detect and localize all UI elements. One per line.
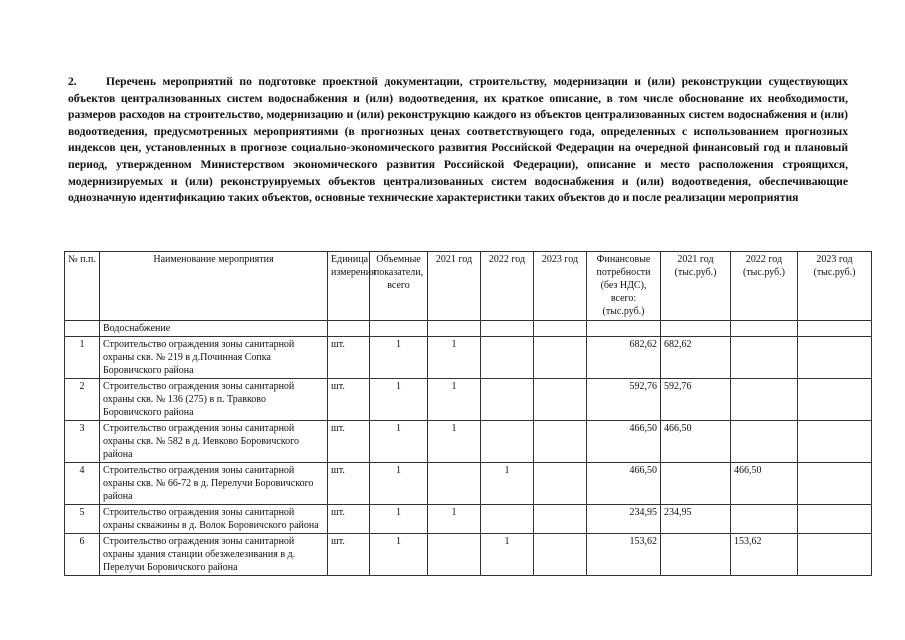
row-finance-total: 592,76 bbox=[587, 379, 661, 421]
section-cell-empty bbox=[370, 321, 428, 337]
section-heading bbox=[68, 74, 848, 207]
row-finance-2023 bbox=[798, 463, 872, 505]
section-cell-empty bbox=[798, 321, 872, 337]
row-number: 4 bbox=[65, 463, 100, 505]
row-finance-2023 bbox=[798, 337, 872, 379]
row-finance-2023 bbox=[798, 421, 872, 463]
row-volume: 1 bbox=[370, 337, 428, 379]
row-2022 bbox=[481, 337, 534, 379]
header-unit: Единица измерения bbox=[328, 252, 370, 321]
row-finance-2021: 466,50 bbox=[661, 421, 731, 463]
row-2021: 1 bbox=[428, 505, 481, 534]
row-name: Строительство ограждения зоны санитарной охраны здания станции обезжелезивания в д. Перелучи Боровичского района bbox=[100, 534, 328, 576]
section-heading-text: Перечень мероприятий по подготовке проектной документации, строительству, модернизации и (или) реконструкции существующих объектов централизованных систем водоснабжения и (или) водоотведения, их краткое описание, в том числе обоснование их необходимости, размеров расходов на строительство, модернизацию и (или) реконструкцию каждого из объектов централизованных систем водоснабжения и (или) водоотведения, предусмотренных мероприятиями (в прогнозных ценах соответствующего года, определенных с использованием прогнозных индексов цен, установленных в прогнозе социально-экономического развития Российской Федерации на очередной финансовый год и плановый период, утвержденном Министерством экономического развития Российской Федерации), описание и место расположения строящихся, модернизируемых и (или) реконструируемых объектов централизованных систем водоснабжения и (или) водоотведения, обеспечивающие однозначную идентификацию таких объектов, основные технические характеристики таких объектов до и после реализации мероприятия bbox=[68, 75, 848, 205]
row-volume: 1 bbox=[370, 463, 428, 505]
row-number: 6 bbox=[65, 534, 100, 576]
row-number: 1 bbox=[65, 337, 100, 379]
row-2022 bbox=[481, 379, 534, 421]
row-unit: шт. bbox=[328, 421, 370, 463]
row-finance-total: 682,62 bbox=[587, 337, 661, 379]
row-finance-2022 bbox=[731, 421, 798, 463]
header-finance-2022: 2022 год (тыс.руб.) bbox=[731, 252, 798, 321]
row-finance-2021 bbox=[661, 463, 731, 505]
row-finance-2021 bbox=[661, 534, 731, 576]
section-cell-empty bbox=[428, 321, 481, 337]
row-finance-total: 466,50 bbox=[587, 421, 661, 463]
row-2021: 1 bbox=[428, 379, 481, 421]
row-volume: 1 bbox=[370, 505, 428, 534]
row-2021: 1 bbox=[428, 337, 481, 379]
section-title: Водоснабжение bbox=[100, 321, 328, 337]
header-volume: Объемные показатели, всего bbox=[370, 252, 428, 321]
row-2023 bbox=[534, 379, 587, 421]
measures-table bbox=[64, 251, 872, 576]
row-finance-2023 bbox=[798, 534, 872, 576]
row-number: 5 bbox=[65, 505, 100, 534]
row-name: Строительство ограждения зоны санитарной охраны скв. № 219 в д.Починная Сопка Боровичского района bbox=[100, 337, 328, 379]
row-2023 bbox=[534, 463, 587, 505]
section-cell-empty bbox=[65, 321, 100, 337]
table-row bbox=[65, 379, 872, 421]
row-finance-2023 bbox=[798, 505, 872, 534]
row-finance-2023 bbox=[798, 379, 872, 421]
section-cell-empty bbox=[481, 321, 534, 337]
header-2022: 2022 год bbox=[481, 252, 534, 321]
row-volume: 1 bbox=[370, 534, 428, 576]
row-2022 bbox=[481, 505, 534, 534]
header-2023: 2023 год bbox=[534, 252, 587, 321]
section-cell-empty bbox=[328, 321, 370, 337]
header-finance-2021: 2021 год (тыс.руб.) bbox=[661, 252, 731, 321]
row-name: Строительство ограждения зоны санитарной охраны скв. № 66-72 в д. Перелучи Боровичского района bbox=[100, 463, 328, 505]
row-finance-total: 466,50 bbox=[587, 463, 661, 505]
row-name: Строительство ограждения зоны санитарной охраны скв. № 582 в д. Иевково Боровичского района bbox=[100, 421, 328, 463]
row-finance-2022 bbox=[731, 505, 798, 534]
row-unit: шт. bbox=[328, 505, 370, 534]
table-row bbox=[65, 505, 872, 534]
row-unit: шт. bbox=[328, 379, 370, 421]
row-number: 3 bbox=[65, 421, 100, 463]
row-name: Строительство ограждения зоны санитарной охраны скважины в д. Волок Боровичского района bbox=[100, 505, 328, 534]
header-num: № п.п. bbox=[65, 252, 100, 321]
row-2023 bbox=[534, 534, 587, 576]
row-finance-2021: 682,62 bbox=[661, 337, 731, 379]
row-name: Строительство ограждения зоны санитарной охраны скв. № 136 (275) в п. Травково Боровичского района bbox=[100, 379, 328, 421]
row-volume: 1 bbox=[370, 379, 428, 421]
row-2021 bbox=[428, 534, 481, 576]
row-volume: 1 bbox=[370, 421, 428, 463]
row-finance-2021: 592,76 bbox=[661, 379, 731, 421]
row-number: 2 bbox=[65, 379, 100, 421]
section-number: 2. bbox=[68, 75, 77, 88]
row-finance-total: 234,95 bbox=[587, 505, 661, 534]
row-unit: шт. bbox=[328, 534, 370, 576]
header-finance-total: Финансовые потребности (без НДС), всего: (тыс.руб.) bbox=[587, 252, 661, 321]
row-finance-2021: 234,95 bbox=[661, 505, 731, 534]
header-2021: 2021 год bbox=[428, 252, 481, 321]
row-finance-2022: 466,50 bbox=[731, 463, 798, 505]
row-2022: 1 bbox=[481, 463, 534, 505]
section-cell-empty bbox=[731, 321, 798, 337]
row-2022: 1 bbox=[481, 534, 534, 576]
row-2021 bbox=[428, 463, 481, 505]
row-2023 bbox=[534, 337, 587, 379]
header-name: Наименование мероприятия bbox=[100, 252, 328, 321]
row-finance-2022 bbox=[731, 379, 798, 421]
section-cell-empty bbox=[587, 321, 661, 337]
row-unit: шт. bbox=[328, 463, 370, 505]
table-row bbox=[65, 463, 872, 505]
table-row bbox=[65, 421, 872, 463]
row-2023 bbox=[534, 421, 587, 463]
row-finance-2022: 153,62 bbox=[731, 534, 798, 576]
table-row bbox=[65, 337, 872, 379]
row-2022 bbox=[481, 421, 534, 463]
row-2023 bbox=[534, 505, 587, 534]
row-finance-total: 153,62 bbox=[587, 534, 661, 576]
row-finance-2022 bbox=[731, 337, 798, 379]
table-header-row bbox=[65, 252, 872, 321]
table-row bbox=[65, 534, 872, 576]
section-cell-empty bbox=[534, 321, 587, 337]
row-2021: 1 bbox=[428, 421, 481, 463]
section-row bbox=[65, 321, 872, 337]
section-cell-empty bbox=[661, 321, 731, 337]
row-unit: шт. bbox=[328, 337, 370, 379]
header-finance-2023: 2023 год (тыс.руб.) bbox=[798, 252, 872, 321]
